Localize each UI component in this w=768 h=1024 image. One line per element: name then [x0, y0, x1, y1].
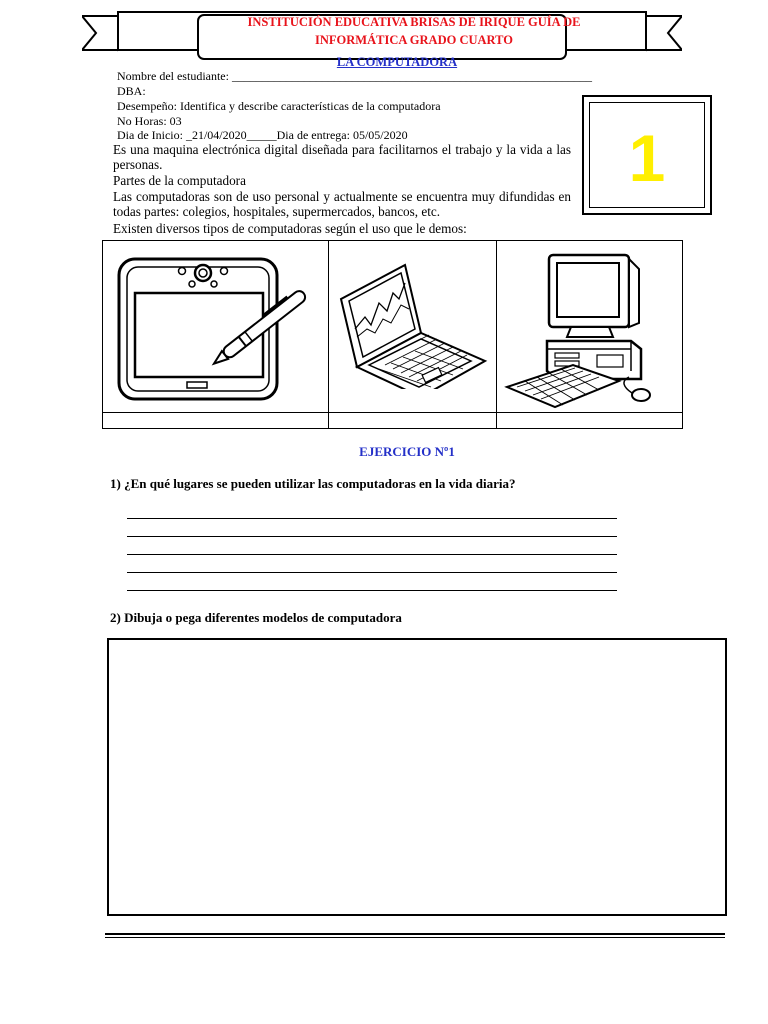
- student-name-line: Nombre del estudiante: ____________________________________________________________: [117, 69, 592, 83]
- guide-number-inner-frame: [589, 102, 705, 208]
- laptop-icon: [335, 259, 491, 389]
- answer-line[interactable]: [127, 518, 617, 519]
- answer-line[interactable]: [127, 554, 617, 555]
- computer-types-table: [102, 240, 683, 429]
- drawing-area[interactable]: [107, 638, 727, 916]
- hours-line: No Horas: 03: [117, 114, 182, 128]
- desktop-computer-icon: [501, 249, 679, 409]
- intro-paragraph: Es una maquina electrónica digital diseñada para facilitarnos el trabajo y la vida a las personas.: [113, 142, 571, 172]
- guide-number: 1: [628, 121, 666, 195]
- banner-line-1: INSTITUCIÓN EDUCATIVA BRISAS DE IRIQUE GUÍA DE: [247, 15, 581, 29]
- types-line: Existen diversos tipos de computadoras según el uso que le demos:: [113, 221, 467, 236]
- answer-line[interactable]: [127, 590, 617, 591]
- question-1: 1) ¿En qué lugares se pueden utilizar las computadoras en la vida diaria?: [110, 476, 516, 491]
- usage-paragraph: Las computadoras son de uso personal y actualmente se encuentra muy difundidas en todas partes: colegios, hospitales, supermercados, bancos, etc.: [113, 189, 571, 219]
- performance-line: Desempeño: Identifica y describe características de la computadora: [117, 99, 441, 113]
- parts-heading: Partes de la computadora: [113, 173, 246, 188]
- question-2: 2) Dibuja o pega diferentes modelos de computadora: [110, 610, 402, 625]
- exercise-title: EJERCICIO Nº1: [359, 444, 455, 459]
- tablet-with-pen-icon: [115, 255, 325, 405]
- dba-line: DBA:: [117, 84, 146, 98]
- banner-line-2: INFORMÁTICA GRADO CUARTO: [315, 33, 513, 47]
- footer-divider: [105, 933, 725, 935]
- guide-number-box: [582, 95, 712, 215]
- dates-line: Dia de Inicio: _21/04/2020_____Dia de entrega: 05/05/2020: [117, 128, 408, 142]
- document-title: LA COMPUTADORA: [336, 55, 458, 69]
- footer-divider-thin: [105, 937, 725, 938]
- answer-line[interactable]: [127, 572, 617, 573]
- answer-line[interactable]: [127, 536, 617, 537]
